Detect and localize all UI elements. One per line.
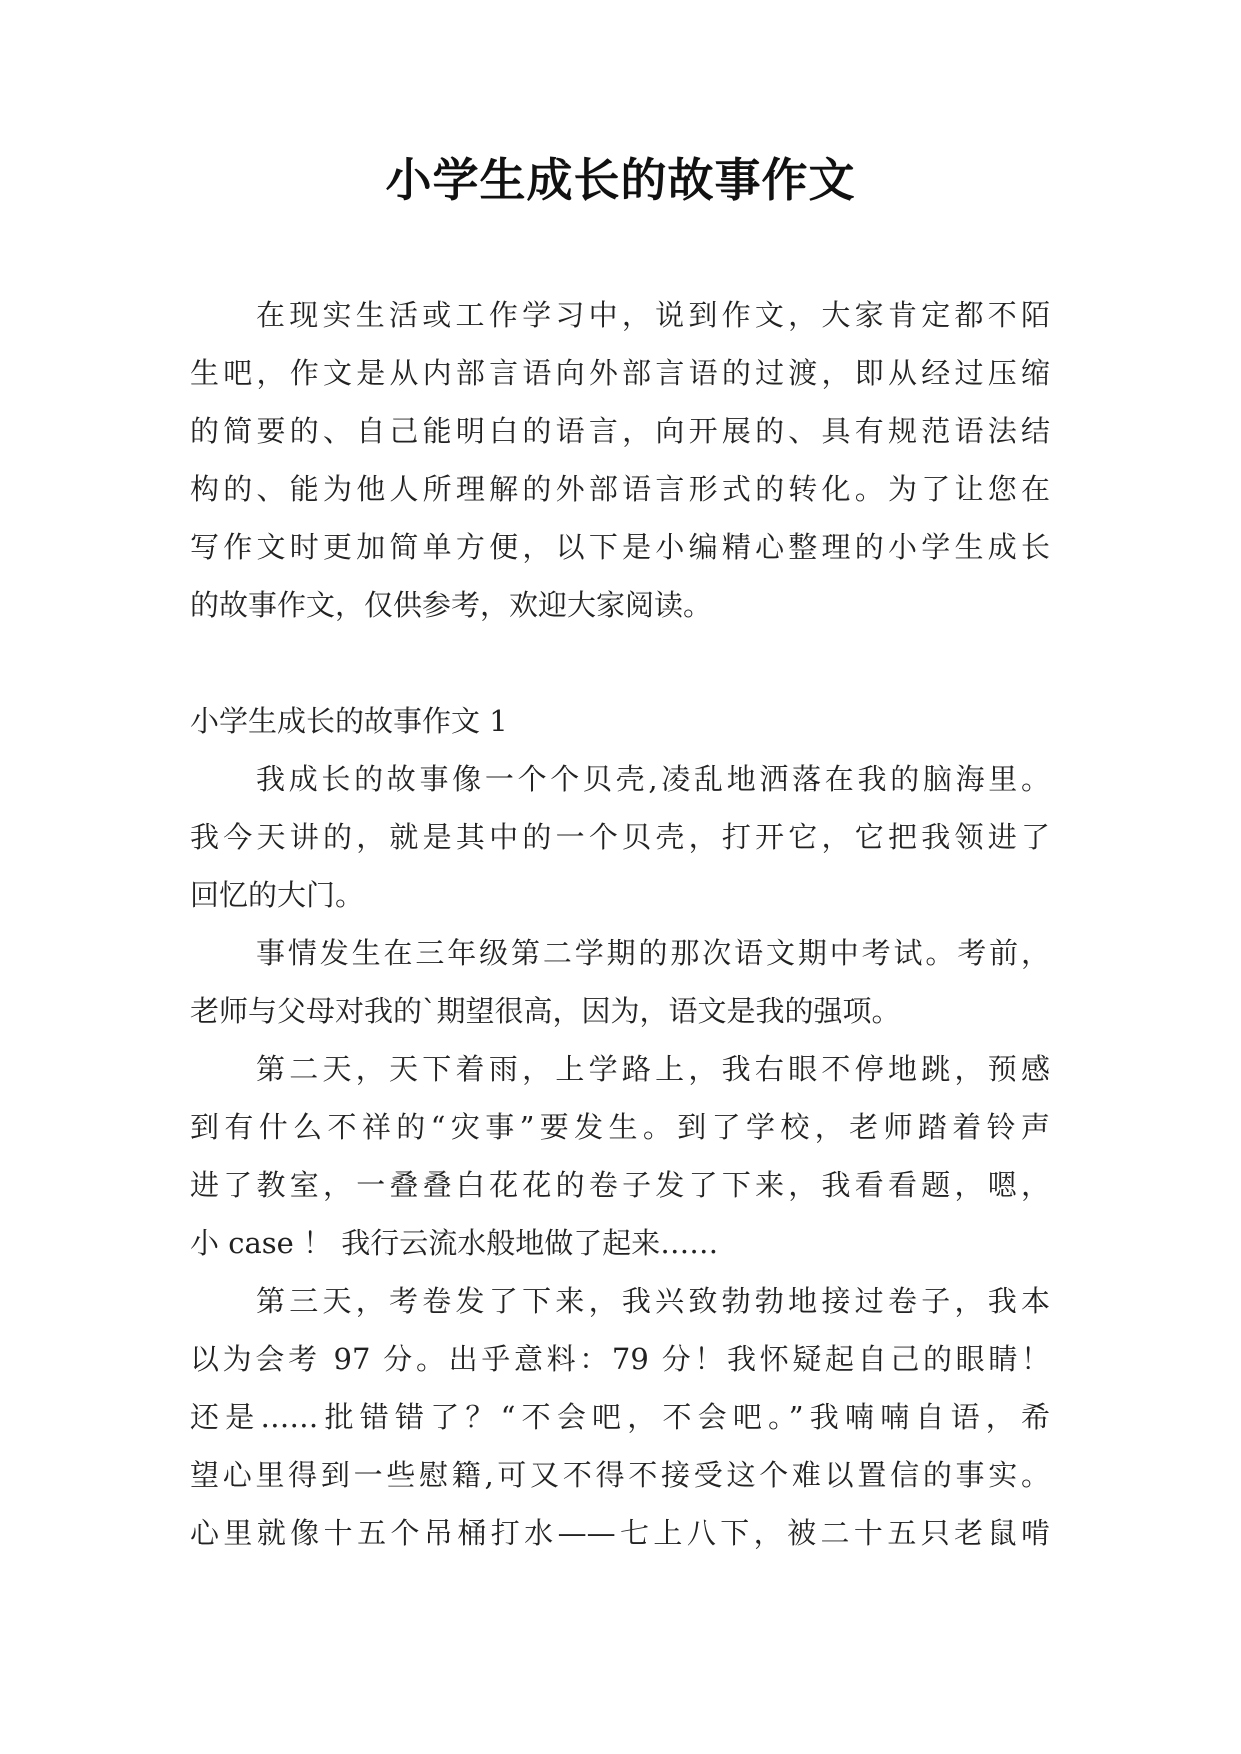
text-line: 小 case ！ 我行云流水般地做了起来…… xyxy=(190,1226,719,1260)
paragraph xyxy=(190,924,1050,1040)
text-line: 望心里得到一些慰籍,可又不得不接受这个难以置信的事实。 xyxy=(190,1458,1050,1492)
text-line: 写作文时更加简单方便，以下是小编精心整理的小学生成长 xyxy=(190,530,1050,564)
text-line: 生吧，作文是从内部言语向外部言语的过渡，即从经过压缩 xyxy=(190,356,1050,390)
text-line: 构的、能为他人所理解的外部语言形式的转化。为了让您在 xyxy=(190,472,1050,506)
text-line: 心里就像十五个吊桶打水——七上八下，被二十五只老鼠啃 xyxy=(190,1516,1050,1550)
paragraph xyxy=(190,750,1050,924)
text-line: 还是……批错错了？“不会吧，不会吧。”我喃喃自语，希 xyxy=(190,1400,1050,1434)
text-line: 以为会考 97 分。出乎意料：79 分！我怀疑起自己的眼睛！ xyxy=(190,1342,1050,1376)
text-line: 的简要的、自己能明白的语言，向开展的、具有规范语法结 xyxy=(190,414,1050,448)
text-line: 第三天，考卷发了下来，我兴致勃勃地接过卷子，我本 xyxy=(256,1284,1050,1318)
paragraph-gap xyxy=(190,634,1050,692)
text-line: 进了教室，一叠叠白花花的卷子发了下来，我看看题，嗯， xyxy=(190,1168,1050,1202)
text-line: 在现实生活或工作学习中，说到作文，大家肯定都不陌 xyxy=(256,298,1050,332)
intro-paragraph xyxy=(190,286,1050,634)
paragraph xyxy=(190,1040,1050,1272)
text-line: 的故事作文，仅供参考，欢迎大家阅读。 xyxy=(190,588,713,622)
document-body xyxy=(190,286,1050,1562)
text-line: 事情发生在三年级第二学期的那次语文期中考试。考前， xyxy=(256,936,1050,970)
text-line: 第二天，天下着雨，上学路上，我右眼不停地跳，预感 xyxy=(256,1052,1050,1086)
document-title: 小学生成长的故事作文 xyxy=(385,153,856,207)
text-line: 到有什么不祥的“灾事”要发生。到了学校，老师踏着铃声 xyxy=(190,1110,1050,1144)
text-line: 老师与父母对我的`期望很高，因为，语文是我的强项。 xyxy=(190,994,901,1028)
text-line: 回忆的大门。 xyxy=(190,878,365,912)
paragraph xyxy=(190,1272,1050,1562)
text-line: 我今天讲的，就是其中的一个贝壳，打开它，它把我领进了 xyxy=(190,820,1050,854)
text-line: 我成长的故事像一个个贝壳,凌乱地洒落在我的脑海里。 xyxy=(256,762,1050,796)
section-heading: 小学生成长的故事作文 1 xyxy=(190,704,508,738)
